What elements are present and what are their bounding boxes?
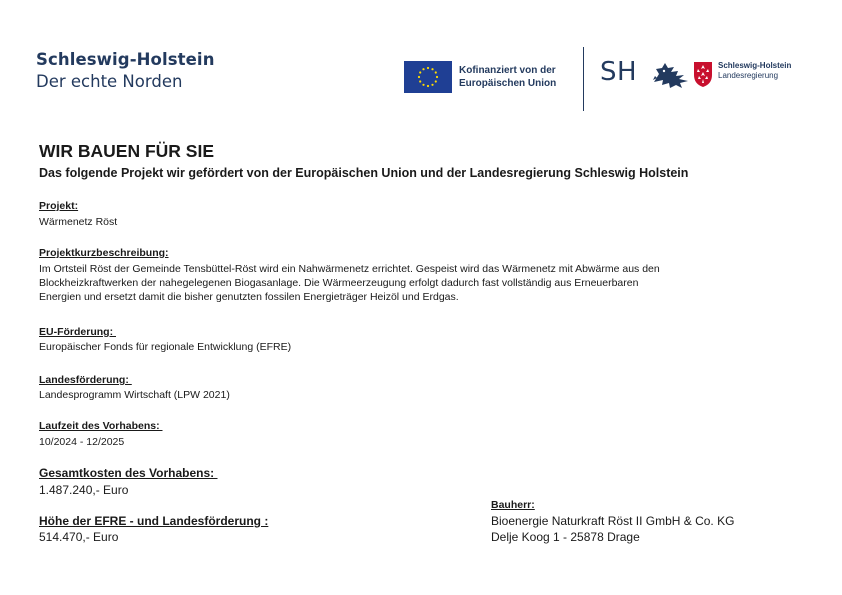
eu-star-icon [422,68,424,70]
page-subtitle: Das folgende Projekt wir gefördert von der Europäischen Union und der Landesregierung Schleswig Holstein [39,166,689,180]
eu-star-icon [427,67,429,69]
lion-icon [651,60,691,90]
eu-text-line2: Europäischen Union [459,77,557,89]
foerderhoehe-value: 514.470,- Euro [39,530,119,544]
brand-title: Schleswig-Holstein [36,50,215,69]
beschreibung-line: Blockheizkraftwerken der nahegelegenen Biogasanlage. Die Wärmeerzeugung erfolgt dadurch fast vollständig aus Erneuerbaren [39,277,639,290]
sh-subtitle: Landesregierung [718,71,779,80]
nettle-shield-icon [692,60,714,88]
eu-flag-icon [404,61,452,93]
beschreibung-line: Im Ortsteil Röst der Gemeinde Tensbüttel-Röst wird ein Nahwärmenetz errichtet. Gespeist wird das Wärmenetz mit Abwärme aus den [39,263,660,275]
eu-star-icon [431,68,433,70]
beschreibung-line: Energien und ersetzt damit die bisher genutzten fossilen Energieträger Heizöl und Erdgas. [39,291,459,304]
bauherr-label: Bauherr: [491,499,535,511]
eu-star-icon [435,71,437,73]
laufzeit-value: 10/2024 - 12/2025 [39,436,125,448]
projekt-label: Projekt: [39,200,79,212]
beschreibung-text [39,262,739,305]
gesamtkosten-value: 1.487.240,- Euro [39,483,129,497]
sh-name: Schleswig-Holstein [718,61,792,70]
landesfoerderung-value: Landesprogramm Wirtschaft (LPW 2021) [39,389,230,401]
page-title: WIR BAUEN FÜR SIE [39,141,214,161]
eu-star-icon [419,71,421,73]
foerderhoehe-label: Höhe der EFRE - und Landesförderung : [39,514,269,528]
eu-star-icon [436,76,438,78]
projekt-value: Wärmenetz Röst [39,216,118,228]
eu-star-icon [435,80,437,82]
eu-star-icon [427,85,429,87]
brand-tagline: Der echte Norden [36,72,183,91]
laufzeit-label: Laufzeit des Vorhabens: [39,420,163,432]
eu-star-icon [431,84,433,86]
eu-foerderung-label: EU-Förderung: [39,326,116,338]
eu-star-icon [418,76,420,78]
eu-star-icon [419,80,421,82]
beschreibung-label: Projektkurzbeschreibung: [39,247,169,259]
eu-foerderung-value: Europäischer Fonds für regionale Entwicklung (EFRE) [39,341,292,353]
bauherr-name: Bioenergie Naturkraft Röst II GmbH & Co. KG [491,514,735,528]
eu-cofunding-text [459,65,556,90]
sh-letters: SH [600,57,638,87]
gesamtkosten-label: Gesamtkosten des Vorhabens: [39,466,218,480]
eu-text-line1: Kofinanziert von der [459,65,556,76]
bauherr-address: Delje Koog 1 - 25878 Drage [491,530,640,544]
landesfoerderung-label: Landesförderung: [39,374,132,386]
header-divider [583,47,584,111]
eu-star-icon [422,84,424,86]
